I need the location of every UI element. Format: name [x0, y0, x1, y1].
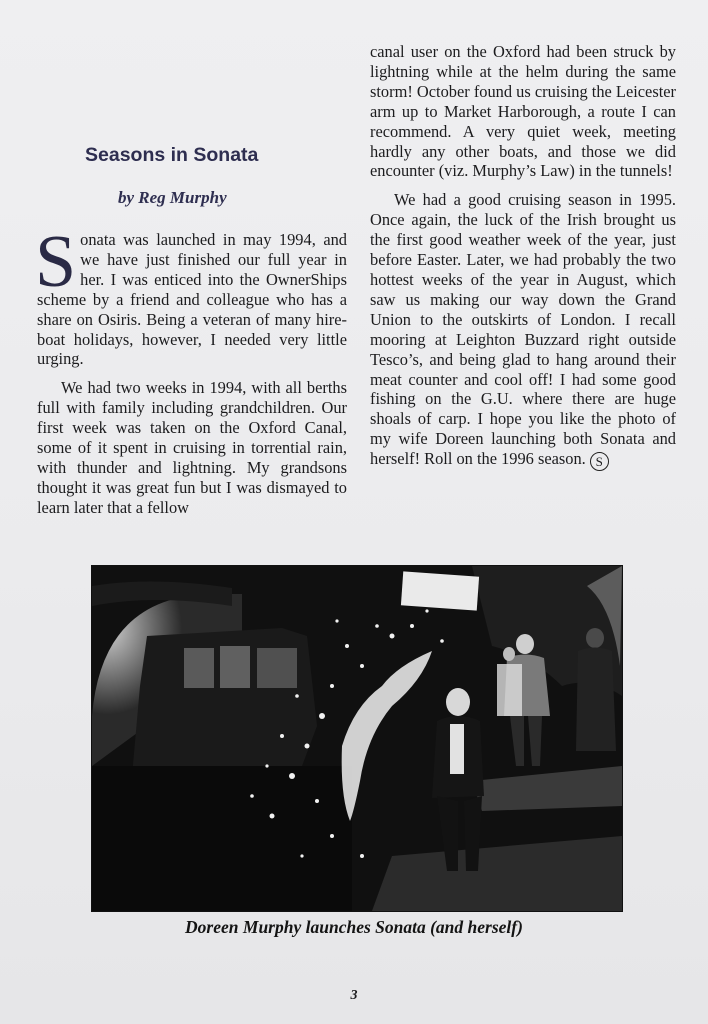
launch-photo [91, 565, 623, 912]
article-title: Seasons in Sonata [85, 144, 259, 166]
paragraph-1-text: onata was launched in may 1994, and we have just finished our full year in her. I was enticed into the OwnerShips scheme by a friend and colleague who has a share on Osiris. Being a veteran of many hire-boat holidays, however, I needed very little urging. [37, 230, 347, 369]
paragraph-4 [370, 190, 676, 471]
page-number: 3 [350, 988, 358, 1003]
article-byline: by Reg Murphy [118, 188, 227, 207]
right-column [370, 42, 676, 471]
paragraph-1 [35, 221, 347, 369]
photo-caption: Doreen Murphy launches Sonata (and herself) [185, 917, 523, 937]
end-mark-icon: S [590, 452, 609, 471]
left-column [35, 221, 347, 518]
launch-photo-image [92, 566, 622, 911]
paragraph-4-text: We had a good cruising season in 1995. Once again, the luck of the Irish brought us the first good weather week of the year, just before Easter. Later, we had probably the two hottest weeks of the year in August, which saw us making our way down the Grand Union to the outskirts of London. I recall mooring at Leighton Buzzard right outside Tesco’s, and being glad to hang around their meat counter and cool off! I had some good fishing on the G.U. where there are huge shoals of carp. I hope you like the photo of my wife Doreen launching both Sonata and herself! Roll on the 1996 season. [370, 190, 676, 469]
paragraph-2: We had two weeks in 1994, with all berths full with family including grandchildren. Our first week was taken on the Oxford Canal, some of it spent in cruising in torrential rain, with thunder and lightning. My grandsons thought it was great fun but I was dismayed to learn later that a fellow [37, 378, 347, 517]
paragraph-3: canal user on the Oxford had been struck by lightning while at the helm during the same storm! October found us cruising the Leicester arm up to Market Harborough, a route I can recommend. A very quiet week, meeting hardly any other boats, and those we did encounter (viz. Murphy’s Law) in the tunnels! [370, 42, 676, 181]
drop-cap: S [35, 221, 77, 303]
